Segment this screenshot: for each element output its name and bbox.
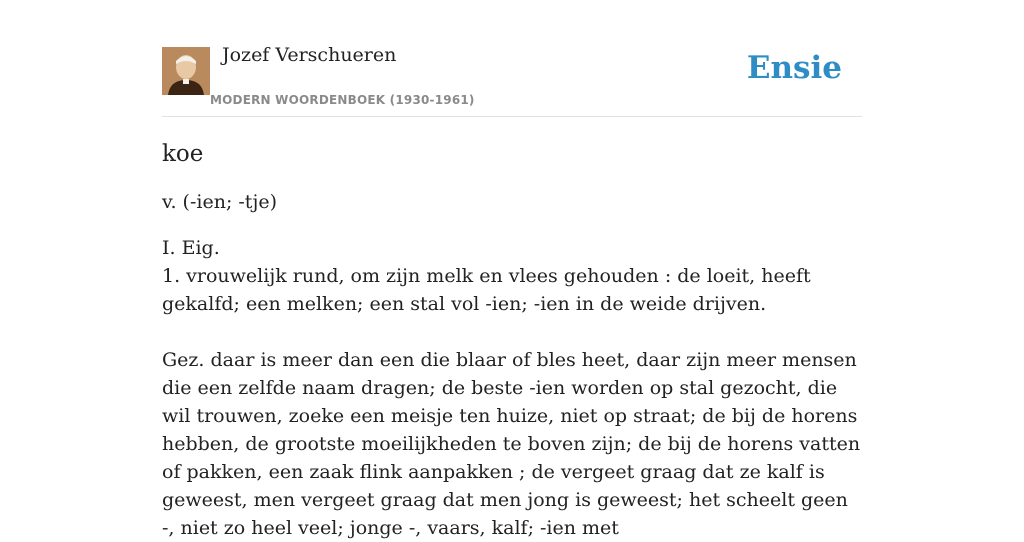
paragraph-spacer bbox=[162, 318, 864, 346]
entry-term: koe bbox=[162, 141, 204, 167]
sayings-text: Gez. daar is meer dan een die blaar of bles heet, daar zijn meer mensen die een zelfde naam dragen; de beste -ien worden op stal gezocht, die wil trouwen, zoeke een meisje ten huize, niet op straat; de bij de horens hebben, de grootste moeilijkheden te boven zijn; de bij de horens vatten of pakken, een zaak flink aanpakken ; de vergeet graag dat ze kalf is geweest, men vergeet graag dat men jong is geweest; het scheelt geen -, niet zo heel veel; jonge -, vaars, kalf; -ien met bbox=[162, 349, 861, 539]
author-avatar[interactable] bbox=[162, 47, 210, 95]
definition-text: 1. vrouwelijk rund, om zijn melk en vlees gehouden : de loeit, heeft gekalfd; een melken; een stal vol -ien; -ien in de weide drijven. bbox=[162, 265, 811, 315]
grammar-info: v. (-ien; -tje) bbox=[162, 191, 277, 213]
portrait-image bbox=[162, 47, 210, 95]
entry-content bbox=[162, 138, 864, 542]
author-name[interactable]: Jozef Verschueren bbox=[222, 44, 397, 66]
ensie-logo[interactable]: Ensie bbox=[746, 50, 842, 86]
section-label: I. Eig. bbox=[162, 237, 220, 259]
header bbox=[162, 0, 862, 117]
source-dictionary[interactable]: MODERN WOORDENBOEK (1930-1961) bbox=[210, 93, 475, 107]
